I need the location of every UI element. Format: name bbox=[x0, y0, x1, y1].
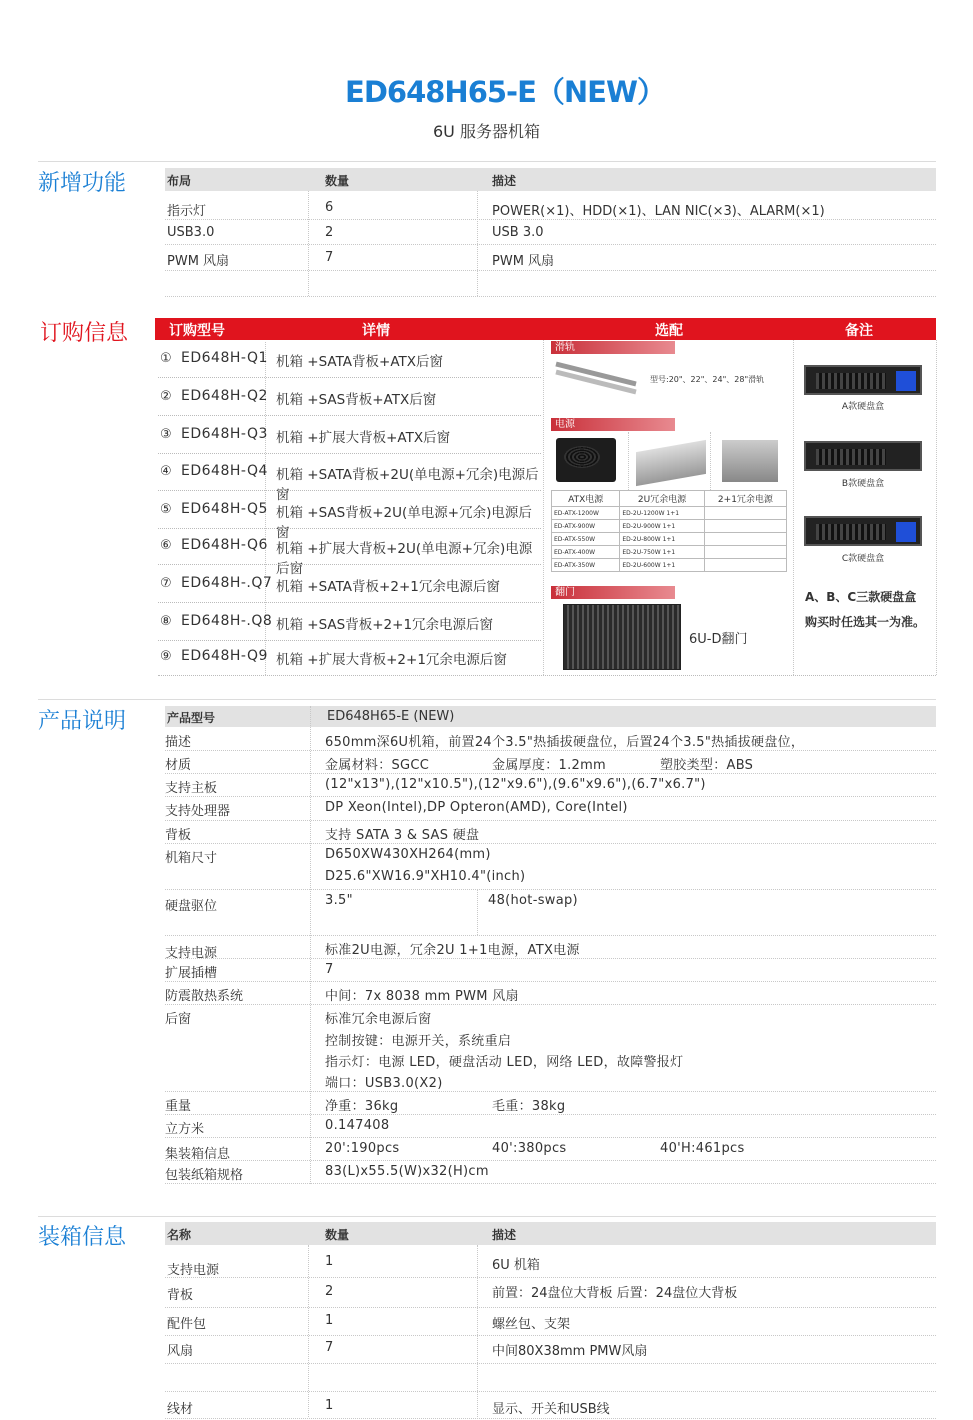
table-header bbox=[165, 1222, 936, 1245]
spec-row bbox=[165, 728, 936, 751]
model-key: 产品型号 bbox=[167, 711, 216, 725]
col-divider bbox=[793, 340, 794, 675]
item-model: ED648H-Q5 bbox=[181, 501, 268, 517]
spec-row bbox=[165, 1138, 936, 1161]
atx-psu-image bbox=[556, 438, 616, 482]
spec-row bbox=[165, 890, 936, 936]
rail-image bbox=[552, 358, 642, 398]
cell: USB3.0 bbox=[167, 225, 215, 240]
col-desc: 描述 bbox=[492, 174, 517, 188]
order-item bbox=[158, 418, 541, 454]
spec-key: 描述 bbox=[165, 735, 192, 750]
col-divider bbox=[543, 340, 544, 675]
cell: 7 bbox=[325, 1340, 334, 1355]
cell: 显示、开关和USB线 bbox=[492, 1402, 610, 1417]
spec-value: 毛重：38kg bbox=[492, 1099, 566, 1114]
spec-key: 机箱尺寸 bbox=[165, 851, 218, 866]
spec-key: 包装纸箱规格 bbox=[165, 1168, 244, 1183]
disk-c-label: C款硬盘盒 bbox=[841, 554, 885, 564]
cell: 7 bbox=[325, 250, 334, 265]
cell: POWER(×1)、HDD(×1)、LAN NIC(×3)、ALARM(×1) bbox=[492, 204, 825, 219]
item-number: ⑥ bbox=[160, 538, 172, 553]
psu-table bbox=[551, 490, 787, 572]
item-number: ⑨ bbox=[160, 649, 172, 664]
spec-key: 集装箱信息 bbox=[165, 1147, 231, 1162]
door-name: 6U-D翻门 bbox=[689, 632, 748, 647]
item-desc: 机箱 +SATA背板+ATX后窗 bbox=[276, 354, 444, 370]
cell: 1 bbox=[325, 1398, 334, 1413]
disk-b-label: B款硬盘盒 bbox=[841, 479, 885, 489]
cell: 前置：24盘位大背板 后置：24盘位大背板 bbox=[492, 1286, 738, 1301]
psu-col: 2U冗余电源 bbox=[620, 491, 705, 507]
new-features-table bbox=[165, 168, 936, 191]
cell: 中间80X38mm PMW风扇 bbox=[492, 1344, 648, 1359]
spec-value: 20':190pcs bbox=[325, 1141, 400, 1156]
item-model: ED648H-.Q8 bbox=[181, 613, 273, 629]
spec-row bbox=[165, 959, 936, 982]
order-item bbox=[158, 380, 541, 416]
table-row bbox=[165, 220, 936, 245]
section-new-features-label: 新增功能 bbox=[38, 171, 127, 196]
psu-cell: ED-2U-800W 1+1 bbox=[620, 533, 705, 546]
spec-key: 防震散热系统 bbox=[165, 989, 244, 1004]
item-model: ED648H-Q4 bbox=[181, 463, 268, 479]
order-item bbox=[158, 640, 541, 676]
cell: 风扇 bbox=[167, 1344, 194, 1359]
model-value: ED648H65-E (NEW) bbox=[327, 709, 455, 724]
col-name: 名称 bbox=[167, 1228, 192, 1242]
spec-row bbox=[165, 751, 936, 774]
section-ordering-label: 订购信息 bbox=[40, 321, 129, 346]
spec-value: 83(L)x55.5(W)x32(H)cm bbox=[325, 1164, 489, 1179]
table-row bbox=[165, 271, 936, 297]
item-desc: 机箱 +SAS背板+2+1冗余电源后窗 bbox=[276, 617, 494, 633]
cell: 2 bbox=[325, 1284, 334, 1299]
cell: 配件包 bbox=[167, 1317, 207, 1332]
spec-key: 立方米 bbox=[165, 1122, 205, 1137]
spec-row bbox=[165, 1115, 936, 1138]
packing-table bbox=[165, 1222, 936, 1245]
section-product-label: 产品说明 bbox=[38, 709, 127, 734]
spec-value: 端口：USB3.0(X2) bbox=[325, 1076, 443, 1091]
col-divider bbox=[936, 340, 937, 675]
spec-value: 金属厚度：1.2mm bbox=[492, 758, 607, 773]
psu-cell: ED-ATX-550W bbox=[552, 533, 620, 546]
disk-c-image bbox=[804, 516, 922, 546]
spec-value: 48(hot-swap) bbox=[488, 893, 578, 908]
item-model: ED648H-Q6 bbox=[181, 537, 268, 553]
item-desc: 机箱 +扩展大背板+ATX后窗 bbox=[276, 430, 451, 446]
item-desc: 机箱 +SAS背板+2U(单电源+冗余)电源后窗 bbox=[276, 505, 532, 541]
psu-cell bbox=[704, 546, 786, 559]
item-number: ⑤ bbox=[160, 502, 172, 517]
order-item bbox=[158, 605, 541, 641]
item-desc: 机箱 +扩展大背板+2U(单电源+冗余)电源后窗 bbox=[276, 541, 533, 577]
psu-cell bbox=[704, 533, 786, 546]
psu-cell: ED-ATX-350W bbox=[552, 559, 620, 572]
cell: 6U 机箱 bbox=[492, 1258, 540, 1273]
remark-note-2: 购买时任选其一为准。 bbox=[805, 615, 926, 629]
order-item bbox=[158, 455, 541, 503]
cell: 支持电源 bbox=[167, 1263, 220, 1278]
spec-key: 后窗 bbox=[165, 1012, 192, 1027]
spec-value: 金属材料：SGCC bbox=[325, 758, 430, 773]
product-header bbox=[165, 706, 936, 727]
3psu-image bbox=[722, 440, 778, 482]
item-model: ED648H-Q9 bbox=[181, 648, 268, 664]
table-row bbox=[165, 1392, 936, 1419]
cell: 1 bbox=[325, 1254, 334, 1269]
spec-value: 净重：36kg bbox=[325, 1099, 399, 1114]
spec-key: 支持处理器 bbox=[165, 804, 231, 819]
item-number: ② bbox=[160, 389, 172, 404]
spec-value: 7 bbox=[325, 962, 334, 977]
rail-models: 型号:20"、22"、24"、28"滑轨 bbox=[650, 375, 765, 384]
col-desc: 描述 bbox=[492, 1228, 517, 1242]
cell: 背板 bbox=[167, 1288, 194, 1303]
table-row bbox=[165, 1278, 936, 1308]
psu-cell: ED-ATX-400W bbox=[552, 546, 620, 559]
psu-cell: ED-2U-600W 1+1 bbox=[620, 559, 705, 572]
table-row bbox=[165, 1364, 936, 1392]
table-row bbox=[165, 194, 936, 220]
spec-row bbox=[165, 1092, 936, 1115]
divider bbox=[38, 1216, 936, 1217]
cell: USB 3.0 bbox=[492, 225, 544, 240]
col-count: 数量 bbox=[325, 174, 350, 188]
item-desc: 机箱 +SATA背板+2+1冗余电源后窗 bbox=[276, 579, 500, 595]
psu-cell bbox=[704, 520, 786, 533]
spec-row bbox=[165, 844, 936, 890]
disk-a-label: A款硬盘盒 bbox=[841, 402, 885, 412]
item-number: ③ bbox=[160, 427, 172, 442]
door-image bbox=[563, 604, 681, 670]
page-subtitle: 6U 服务器机箱 bbox=[433, 122, 540, 141]
psu-cell: ED-ATX-1200W bbox=[552, 507, 620, 520]
disk-b-image bbox=[804, 441, 922, 471]
divider bbox=[38, 699, 936, 700]
spec-value: D650XW430XH264(mm) bbox=[325, 847, 491, 862]
spec-value: 中间：7x 8038 mm PWM 风扇 bbox=[325, 989, 519, 1004]
spec-key: 扩展插槽 bbox=[165, 966, 218, 981]
spec-value: 塑胶类型：ABS bbox=[660, 758, 754, 773]
item-number: ⑦ bbox=[160, 576, 172, 591]
item-model: ED648H-Q1 bbox=[181, 350, 268, 366]
item-desc: 机箱 +SATA背板+2U(单电源+冗余)电源后窗 bbox=[276, 467, 539, 503]
psu-subheader: 电源 bbox=[551, 418, 675, 431]
order-item bbox=[158, 493, 541, 541]
item-number: ① bbox=[160, 351, 172, 366]
spec-value: 控制按键：电源开关，系统重启 bbox=[325, 1034, 512, 1049]
col-remarks: 备注 bbox=[845, 323, 873, 339]
psu-cell: ED-2U-900W 1+1 bbox=[620, 520, 705, 533]
spec-key: 硬盘驱位 bbox=[165, 899, 218, 914]
item-number: ⑧ bbox=[160, 614, 172, 629]
spec-row bbox=[165, 1005, 936, 1092]
spec-row bbox=[165, 982, 936, 1005]
spec-row bbox=[165, 774, 936, 797]
cell: 螺丝包、支架 bbox=[492, 1317, 571, 1332]
spec-row bbox=[165, 1161, 936, 1184]
item-model: ED648H-Q3 bbox=[181, 426, 268, 442]
col-detail: 详情 bbox=[362, 323, 390, 339]
divider bbox=[38, 161, 936, 162]
item-desc: 机箱 +扩展大背板+2+1冗余电源后窗 bbox=[276, 652, 507, 668]
page-title: ED648H65-E（NEW） bbox=[345, 75, 665, 109]
spec-value: 3.5" bbox=[325, 893, 353, 908]
cell: 指示灯 bbox=[167, 204, 207, 219]
spec-value: 标准冗余电源后窗 bbox=[325, 1012, 432, 1027]
table-row bbox=[165, 1336, 936, 1364]
table-header bbox=[165, 168, 936, 191]
order-item bbox=[158, 567, 541, 603]
item-desc: 机箱 +SAS背板+ATX后窗 bbox=[276, 392, 437, 408]
col-options: 选配 bbox=[655, 323, 683, 339]
section-packing-label: 装箱信息 bbox=[38, 1225, 127, 1250]
spec-key: 支持电源 bbox=[165, 946, 218, 961]
spec-value: 指示灯：电源 LED，硬盘活动 LED，网络 LED，故障警报灯 bbox=[325, 1055, 684, 1070]
cell: 6 bbox=[325, 200, 334, 215]
item-model: ED648H-Q2 bbox=[181, 388, 268, 404]
spec-value: 标准2U电源，冗余2U 1+1电源，ATX电源 bbox=[325, 943, 580, 958]
rail-subheader: 滑轨 bbox=[551, 341, 675, 354]
cell: PWM 风扇 bbox=[492, 254, 555, 269]
spec-value: 40'H:461pcs bbox=[660, 1141, 745, 1156]
item-model: ED648H-.Q7 bbox=[181, 575, 273, 591]
spec-key: 材质 bbox=[165, 758, 192, 773]
spec-row bbox=[165, 936, 936, 959]
table-row bbox=[165, 1246, 936, 1278]
spec-key: 支持主板 bbox=[165, 781, 218, 796]
cell: PWM 风扇 bbox=[167, 254, 230, 269]
ordering-header bbox=[155, 318, 936, 340]
col-layout: 布局 bbox=[167, 174, 192, 188]
disk-a-image bbox=[804, 365, 922, 395]
spec-value: D25.6"XW16.9"XH10.4"(inch) bbox=[325, 869, 526, 884]
psu-cell bbox=[704, 559, 786, 572]
spec-value: 650mm深6U机箱，前置24个3.5"热插拔硬盘位，后置24个3.5"热插拔硬盘位， bbox=[325, 735, 805, 750]
cell: 1 bbox=[325, 1313, 334, 1328]
cell: 2 bbox=[325, 225, 334, 240]
col-qty: 数量 bbox=[325, 1228, 350, 1242]
spec-row bbox=[165, 797, 936, 821]
col-model: 订购型号 bbox=[169, 323, 225, 339]
table-row bbox=[165, 245, 936, 271]
cell: 线材 bbox=[167, 1402, 194, 1417]
psu-cell: ED-2U-750W 1+1 bbox=[620, 546, 705, 559]
psu-col: ATX电源 bbox=[552, 491, 620, 507]
table-row bbox=[165, 1308, 936, 1336]
spec-value: DP Xeon(Intel),DP Opteron(AMD), Core(Intel) bbox=[325, 800, 628, 815]
spec-key: 重量 bbox=[165, 1099, 192, 1114]
spec-value: (12"x13"),(12"x10.5"),(12"x9.6"),(9.6"x9.6"),(6.7"x6.7") bbox=[325, 777, 706, 792]
item-number: ④ bbox=[160, 464, 172, 479]
spec-value: 0.147408 bbox=[325, 1118, 390, 1133]
spec-value: 40':380pcs bbox=[492, 1141, 567, 1156]
order-item bbox=[158, 342, 541, 378]
2u-psu-image bbox=[636, 440, 706, 486]
psu-cell: ED-ATX-900W bbox=[552, 520, 620, 533]
spec-key: 背板 bbox=[165, 828, 192, 843]
door-subheader: 翻门 bbox=[551, 586, 675, 599]
psu-cell: ED-2U-1200W 1+1 bbox=[620, 507, 705, 520]
psu-cell bbox=[704, 507, 786, 520]
psu-col: 2+1冗余电源 bbox=[704, 491, 786, 507]
remark-note-1: A、B、C三款硬盘盒 bbox=[805, 590, 917, 604]
spec-row bbox=[165, 821, 936, 844]
spec-value: 支持 SATA 3 & SAS 硬盘 bbox=[325, 828, 480, 843]
order-item bbox=[158, 529, 541, 577]
